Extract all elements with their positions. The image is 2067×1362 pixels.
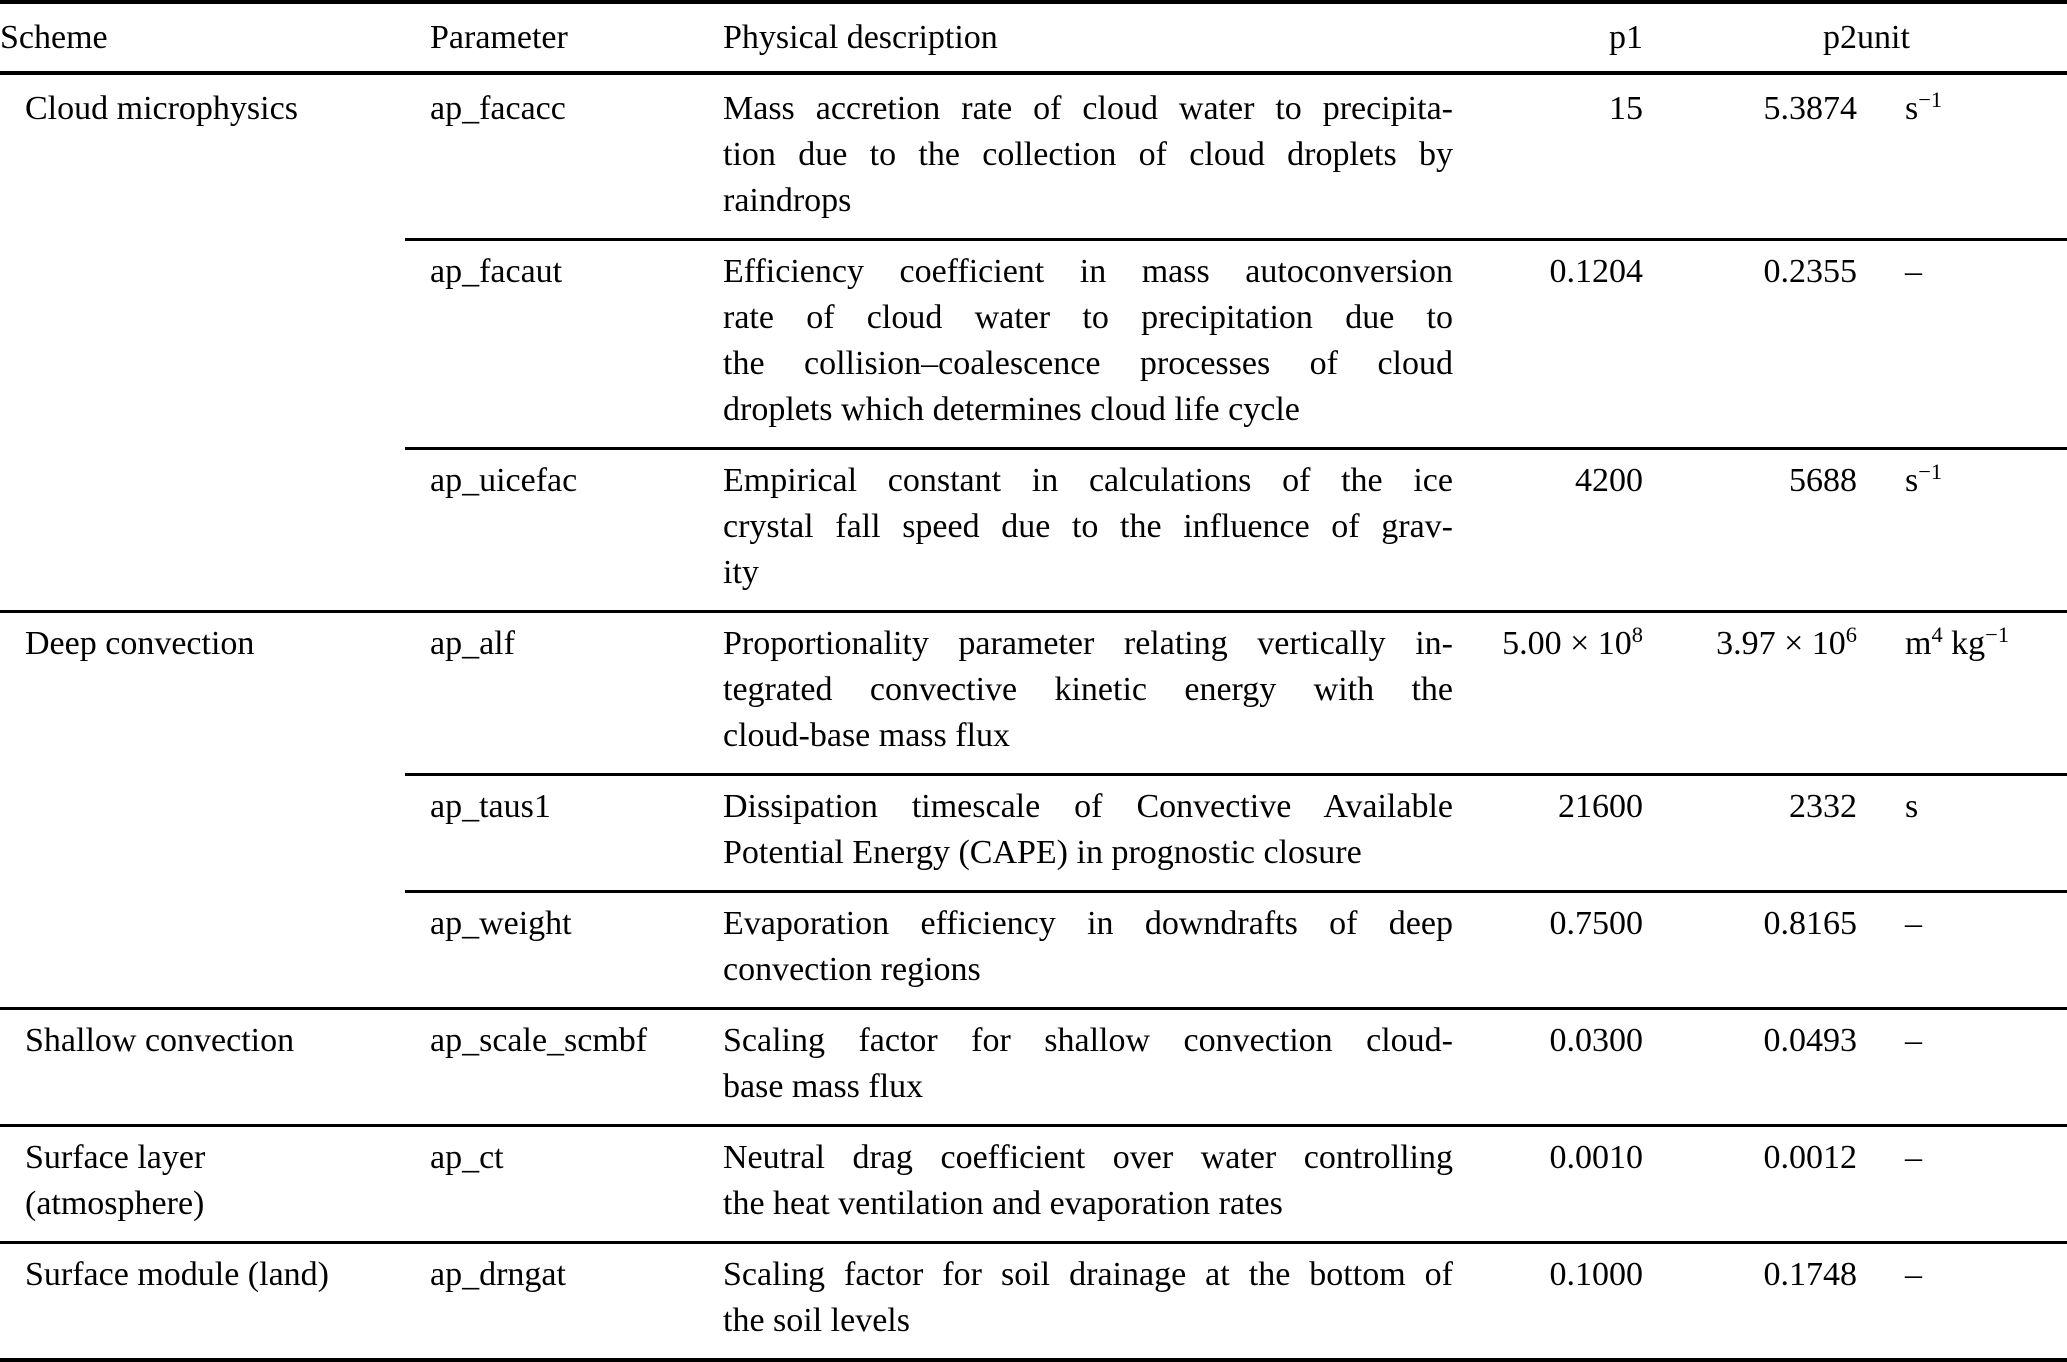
scheme-cell <box>0 610 430 773</box>
column-header-parameter: Parameter <box>430 19 568 56</box>
parameter-cell: ap_weight <box>430 905 572 942</box>
scheme-cell <box>0 238 430 447</box>
p1-value-cell: 0.7500 <box>1549 905 1643 942</box>
p1-value-cell: 21600 <box>1558 788 1643 825</box>
unit-cell: – <box>1905 1256 1922 1293</box>
scheme-label-line: (atmosphere) <box>25 1185 205 1222</box>
description-line: Mass accretion rate of cloud water to precipita- <box>723 90 1453 127</box>
unit-cell: $s^{-1}$ <box>1905 86 1943 127</box>
unit-cell: – <box>1905 905 1922 942</box>
p2-value-cell: 5.3874 <box>1763 90 1857 127</box>
description-line: Empirical constant in calculations of the ice <box>723 462 1453 499</box>
description-cell <box>723 75 1453 238</box>
description-line: cloud-base mass flux <box>723 717 1011 754</box>
parameter-cell: ap_ct <box>430 1139 504 1176</box>
unit-cell: – <box>1905 1139 1922 1176</box>
p1-value-cell: 0.1000 <box>1549 1256 1643 1293</box>
description-line: crystal fall speed due to the influence of grav- <box>723 508 1453 545</box>
table-row <box>0 1007 2067 1124</box>
description-line: convection regions <box>723 951 981 988</box>
description-cell <box>723 890 1453 1007</box>
table-row <box>0 75 2067 238</box>
table-row <box>0 447 2067 610</box>
unit-cell: s <box>1905 788 1919 825</box>
p2-value-cell: 0.0493 <box>1763 1022 1857 1059</box>
scheme-label-line: Deep convection <box>25 625 255 662</box>
parameter-cell: ap_drngat <box>430 1256 566 1293</box>
parameter-cell: ap_facacc <box>430 90 566 127</box>
description-cell <box>723 1007 1453 1124</box>
p2-value-cell: 0.8165 <box>1763 905 1857 942</box>
table-body <box>0 75 2067 1358</box>
p1-value-cell: 0.0010 <box>1549 1139 1643 1176</box>
column-header-physical-description: Physical description <box>723 19 998 56</box>
description-line: ity <box>723 554 759 591</box>
parameter-cell: ap_scale_scmbf <box>430 1022 648 1059</box>
p2-value-cell: 2332 <box>1789 788 1857 825</box>
table-row <box>0 773 2067 890</box>
description-line: Evaporation efficiency in downdrafts of deep <box>723 905 1453 942</box>
scheme-label-line: Surface layer <box>25 1139 206 1176</box>
p1-value-cell: 0.0300 <box>1549 1022 1643 1059</box>
description-line: base mass flux <box>723 1068 924 1105</box>
p2-value-cell: 0.1748 <box>1763 1256 1857 1293</box>
parameter-cell: ap_uicefac <box>430 462 578 499</box>
description-line: the heat ventilation and evaporation rates <box>723 1185 1283 1222</box>
description-line: Dissipation timescale of Convective Available <box>723 788 1453 825</box>
description-line: Scaling factor for shallow convection cloud- <box>723 1022 1453 1059</box>
unit-cell: $m^4$ $kg^{-1}$ <box>1905 621 2010 662</box>
p2-value-cell: 0.2355 <box>1763 253 1857 290</box>
description-line: rate of cloud water to precipitation due to <box>723 299 1453 336</box>
description-cell <box>723 447 1453 610</box>
description-line: Scaling factor for soil drainage at the bottom of <box>723 1256 1453 1293</box>
p2-value-cell: 5688 <box>1789 462 1857 499</box>
table-row <box>0 1124 2067 1241</box>
scheme-label-line: Surface module (land) <box>25 1256 329 1293</box>
column-header-p1: p1 <box>1609 19 1643 56</box>
scheme-cell <box>0 1007 430 1124</box>
scheme-label-line: Shallow convection <box>25 1022 295 1059</box>
description-line: Neutral drag coefficient over water controlling <box>723 1139 1453 1176</box>
parameter-cell: ap_alf <box>430 625 515 662</box>
table-row <box>0 238 2067 447</box>
column-header-p2: p2 <box>1823 19 1857 56</box>
p1-value-cell: $5.00 \times 10^8$ <box>1502 621 1643 662</box>
scheme-cell <box>0 890 430 1007</box>
description-line: the soil levels <box>723 1302 910 1339</box>
description-cell <box>723 773 1453 890</box>
description-cell <box>723 1241 1453 1358</box>
table-header-row <box>0 4 2067 75</box>
p1-value-cell: 4200 <box>1575 462 1643 499</box>
unit-cell: – <box>1905 253 1922 290</box>
scheme-cell <box>0 447 430 610</box>
description-line: raindrops <box>723 182 852 219</box>
p2-value-cell: 0.0012 <box>1763 1139 1857 1176</box>
description-cell <box>723 1124 1453 1241</box>
p1-value-cell: 0.1204 <box>1549 253 1643 290</box>
unit-cell: – <box>1905 1022 1922 1059</box>
description-line: tegrated convective kinetic energy with the <box>723 671 1453 708</box>
p2-value-cell: $3.97 \times 10^6$ <box>1716 621 1857 662</box>
description-cell <box>723 610 1453 773</box>
scheme-cell <box>0 773 430 890</box>
description-line: Potential Energy (CAPE) in prognostic closure <box>723 834 1362 871</box>
column-header-unit: unit <box>1857 19 1910 56</box>
p1-value-cell: 15 <box>1609 90 1643 127</box>
scheme-cell <box>0 1241 430 1358</box>
unit-cell: $s^{-1}$ <box>1905 458 1943 499</box>
description-line: Proportionality parameter relating vertically in- <box>723 625 1453 662</box>
scheme-cell <box>0 75 430 238</box>
table-row <box>0 890 2067 1007</box>
description-line: tion due to the collection of cloud droplets by <box>723 136 1453 173</box>
column-header-scheme: Scheme <box>0 19 108 56</box>
parameter-cell: ap_facaut <box>430 253 563 290</box>
table-row <box>0 1241 2067 1358</box>
scheme-label-line: Cloud microphysics <box>25 90 298 127</box>
parameter-cell: ap_taus1 <box>430 788 551 825</box>
scheme-cell <box>0 1124 430 1241</box>
description-line: Efficiency coefficient in mass autoconversion <box>723 253 1453 290</box>
description-line: droplets which determines cloud life cycle <box>723 391 1300 428</box>
description-line: the collision–coalescence processes of cloud <box>723 345 1453 382</box>
description-cell <box>723 238 1453 447</box>
table-row <box>0 610 2067 773</box>
